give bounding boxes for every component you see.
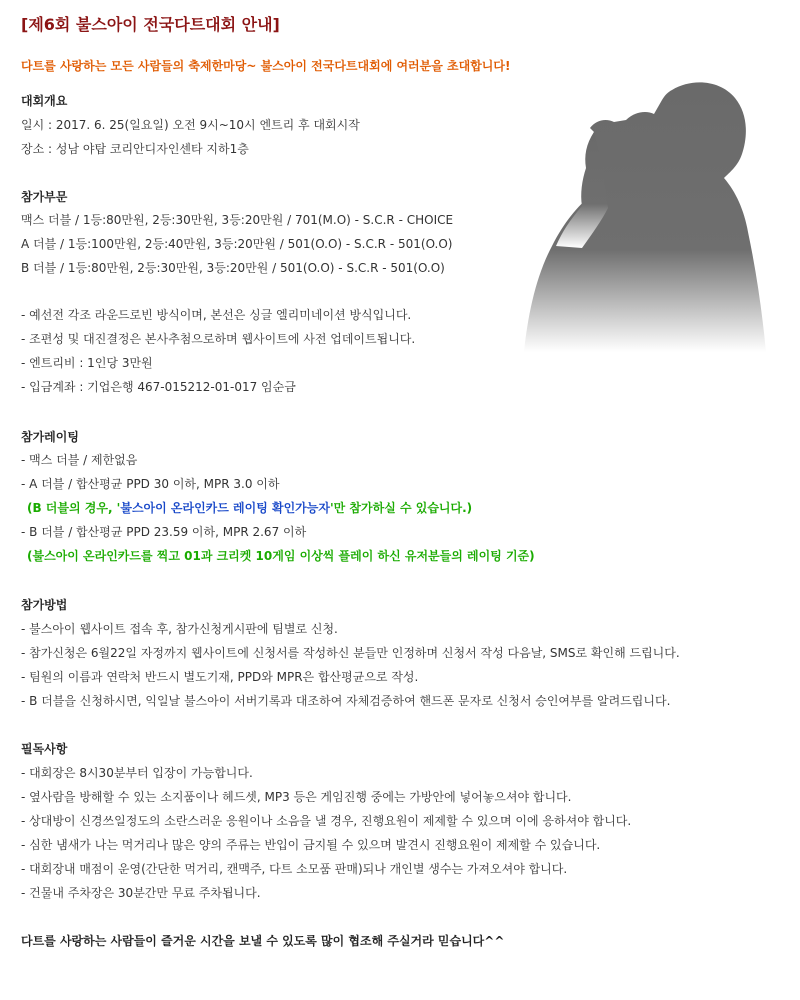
rating-a-note-suffix: '만 참가하실 수 있습니다.) bbox=[329, 501, 473, 515]
dart-player-silhouette-icon bbox=[522, 70, 767, 352]
method-item-3: - 팀원의 이름과 연락처 반드시 별도기재, PPD와 MPR은 합산평균으로 작성. bbox=[21, 670, 419, 684]
division-note-entry-fee: - 엔트리비 : 1인당 3만원 bbox=[21, 356, 153, 370]
rating-heading: 참가레이팅 bbox=[21, 430, 79, 444]
rating-a-note-prefix: (B 더블의 경우, ' bbox=[27, 501, 121, 515]
division-note-draw: - 조편성 및 대진결정은 본사추첨으로하며 웹사이트에 사전 업데이트됩니다. bbox=[21, 332, 416, 346]
overview-date: 일시 : 2017. 6. 25(일요일) 오전 9시~10시 엔트리 후 대회시작 bbox=[21, 118, 360, 132]
page-title: [제6회 불스아이 전국다트대회 안내] bbox=[21, 15, 280, 34]
rating-a-double: - A 더블 / 합산평균 PPD 30 이하, MPR 3.0 이하 bbox=[21, 477, 280, 491]
notice-item-3: - 상대방이 신경쓰일정도의 소란스러운 응원이나 소음을 낼 경우, 진행요원이 제제할 수 있으며 이에 응하셔야 합니다. bbox=[21, 814, 632, 828]
division-b-double: B 더블 / 1등:80만원, 2등:30만원, 3등:20만원 / 501(O.O) - S.C.R - 501(O.O) bbox=[21, 261, 445, 275]
notice-item-1: - 대회장은 8시30분부터 입장이 가능합니다. bbox=[21, 766, 253, 780]
notice-item-5: - 대회장내 매점이 운영(간단한 먹거리, 캔맥주, 다트 소모품 판매)되나 개인별 생수는 가져오셔야 합니다. bbox=[21, 862, 568, 876]
notice-item-6: - 건물내 주차장은 30분간만 무료 주차됩니다. bbox=[21, 886, 261, 900]
method-item-1: - 불스아이 웹사이트 접속 후, 참가신청게시판에 팀별로 신청. bbox=[21, 622, 338, 636]
division-note-format: - 예선전 각조 라운드로빈 방식이며, 본선은 싱글 엘리미네이션 방식입니다. bbox=[21, 308, 412, 322]
notice-heading: 필독사항 bbox=[21, 742, 68, 756]
notice-item-2: - 옆사람을 방해할 수 있는 소지품이나 헤드셋, MP3 등은 게임진행 중에는 가방안에 넣어놓으셔야 합니다. bbox=[21, 790, 572, 804]
divisions-heading: 참가부문 bbox=[21, 190, 68, 204]
overview-place: 장소 : 성남 야탑 코리안디자인센타 지하1층 bbox=[21, 142, 249, 156]
division-max-double: 맥스 더블 / 1등:80만원, 2등:30만원, 3등:20만원 / 701(M.O) - S.C.R - CHOICE bbox=[21, 213, 454, 227]
rating-a-note bbox=[27, 500, 472, 516]
rating-b-double: - B 더블 / 합산평균 PPD 23.59 이하, MPR 2.67 이하 bbox=[21, 525, 307, 539]
notice-item-4: - 심한 냄새가 나는 먹거리나 많은 양의 주류는 반입이 금지될 수 있으며 발견시 진행요원이 제제할 수 있습니다. bbox=[21, 838, 601, 852]
division-a-double: A 더블 / 1등:100만원, 2등:40만원, 3등:20만원 / 501(O.O) - S.C.R - 501(O.O) bbox=[21, 237, 453, 251]
rating-max-double: - 맥스 더블 / 제한없음 bbox=[21, 453, 138, 467]
intro-text: 다트를 사랑하는 모든 사람들의 축제한마당~ 불스아이 전국다트대회에 여러분을 초대합니다! bbox=[21, 59, 511, 73]
division-note-bank-account: - 입금계좌 : 기업은행 467-015212-01-017 임순금 bbox=[21, 380, 296, 394]
rating-b-note: (불스아이 온라인카드를 찍고 01과 크리켓 10게임 이상씩 플레이 하신 유저분들의 레이팅 기준) bbox=[27, 549, 535, 563]
overview-heading: 대회개요 bbox=[21, 94, 68, 108]
closing-message: 다트를 사랑하는 사람들이 즐거운 시간을 보낼 수 있도록 많이 협조해 주실거라 믿습니다^^ bbox=[21, 934, 505, 948]
rating-a-note-highlight: 불스아이 온라인카드 레이팅 확인가능자 bbox=[120, 501, 330, 515]
method-heading: 참가방법 bbox=[21, 598, 68, 612]
method-item-2: - 참가신청은 6월22일 자정까지 웹사이트에 신청서를 작성하신 분들만 인정하며 신청서 작성 다음날, SMS로 확인해 드립니다. bbox=[21, 646, 680, 660]
method-item-4: - B 더블을 신청하시면, 익일날 불스아이 서버기록과 대조하여 자체검증하여 핸드폰 문자로 신청서 승인여부를 알려드립니다. bbox=[21, 694, 671, 708]
